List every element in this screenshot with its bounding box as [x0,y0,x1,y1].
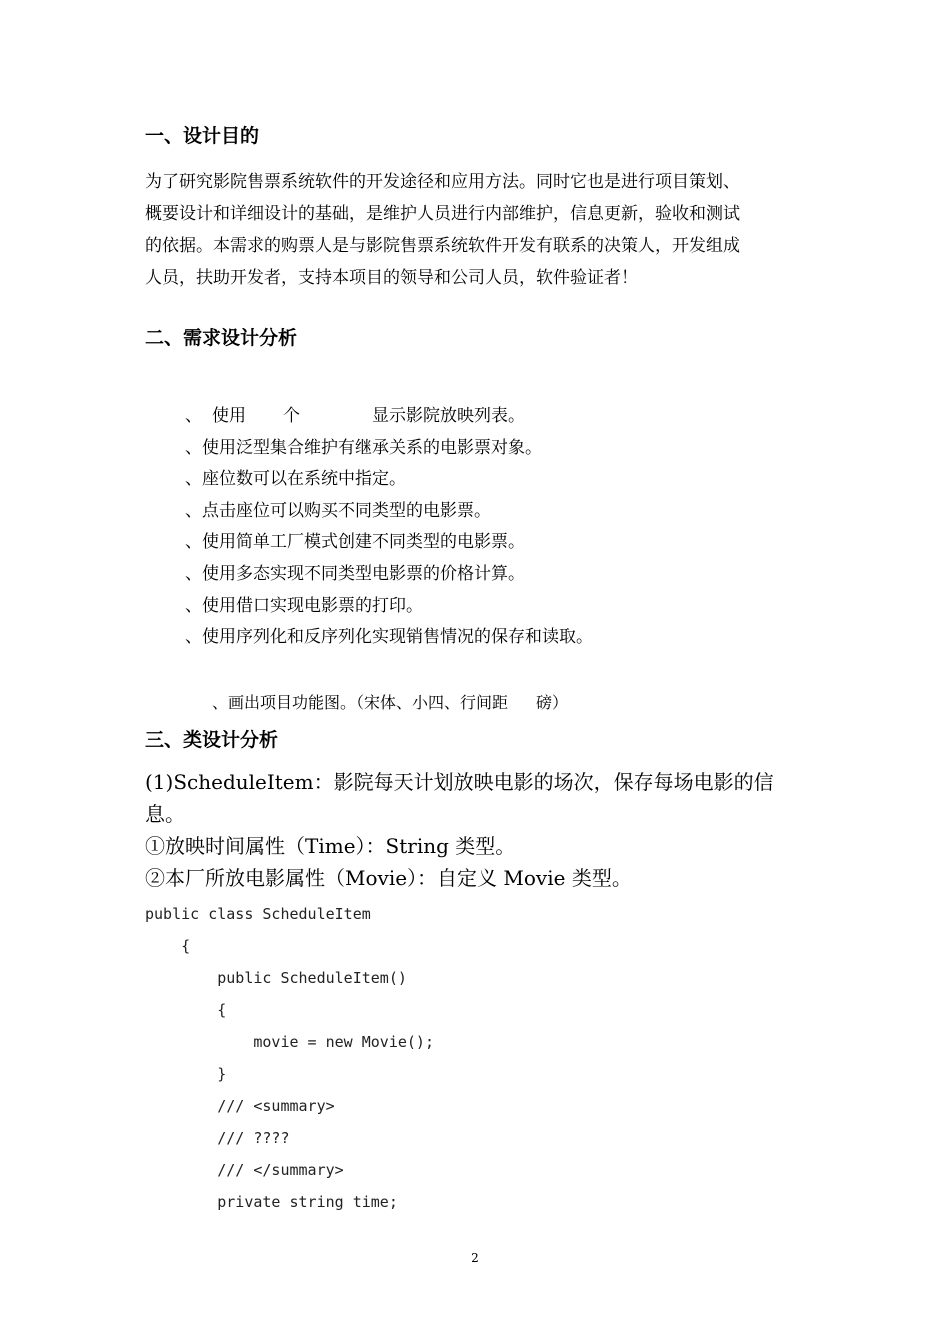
code-line: /// <summary> [145,1097,335,1115]
page-number: 2 [471,1251,479,1265]
code-line: /// ???? [145,1129,290,1147]
list-item-text: 使用 [212,406,246,426]
paragraph-line: 概要设计和详细设计的基础，是维护人员进行内部维护，信息更新，验收和测试 [145,204,740,224]
list-item-marker: 、 [185,406,202,426]
list-item: 、点击座位可以购买不同类型的电影票。 [185,500,491,521]
code-line: private string time; [145,1193,398,1211]
list-item: 、使用序列化和反序列化实现销售情况的保存和读取。 [185,627,593,648]
paragraph-line: 的依据。本需求的购票人是与影院售票系统软件开发有联系的决策人，开发组成 [145,236,740,256]
code-line: movie = new Movie(); [145,1033,434,1051]
note-text: 、画出项目功能图。（宋体、小四、行间距 [212,693,509,712]
list-item-text: 显示影院放映列表。 [372,406,525,426]
code-line: public ScheduleItem() [145,969,407,987]
paragraph-line: 为了研究影院售票系统软件的开发途径和应用方法。同时它也是进行项目策划、 [145,172,740,192]
section-heading-requirements: 二、需求设计分析 [145,327,298,349]
section-heading-purpose: 一、设计目的 [145,125,260,147]
code-line: public class ScheduleItem [145,905,371,923]
list-item: 、使用泛型集合维护有继承关系的电影票对象。 [185,437,542,458]
class-description-line: ②本厂所放电影属性（Movie）：自定义 Movie 类型。 [145,866,632,890]
list-item: 、座位数可以在系统中指定。 [185,469,406,490]
list-item: 、使用简单工厂模式创建不同类型的电影票。 [185,532,525,553]
purpose-paragraph [145,166,810,294]
list-item-text: 个 [283,406,300,426]
requirements-list [185,401,593,654]
class-description-line: ①放映时间属性（Time）：String 类型。 [145,834,516,858]
format-note [212,691,568,715]
note-text: 磅） [536,693,569,712]
code-line: { [145,1001,227,1019]
paragraph-line: 人员，扶助开发者，支持本项目的领导和公司人员，软件验证者！ [145,268,638,288]
code-line: } [145,1065,227,1083]
list-item: 、使用多态实现不同类型电影票的价格计算。 [185,563,525,584]
list-item [185,401,593,433]
list-item: 、使用借口实现电影票的打印。 [185,595,423,616]
class-description-line: (1)ScheduleItem：影院每天计划放映电影的场次，保存每场电影的信 [145,770,774,794]
code-line: { [145,937,191,955]
section-heading-class-design: 三、类设计分析 [145,729,279,751]
class-description-line: 息。 [145,802,185,826]
code-line: /// </summary> [145,1161,344,1179]
code-block [145,898,434,1218]
